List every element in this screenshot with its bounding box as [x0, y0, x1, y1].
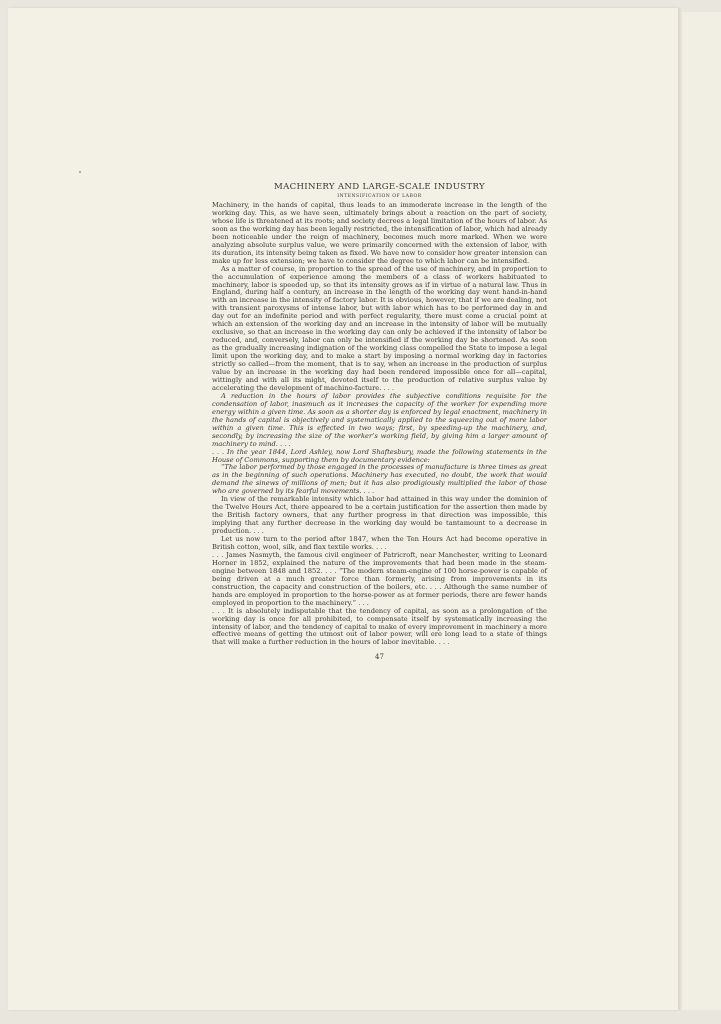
- paragraph: . . . It is absolutely indisputable that the tendency of capital, as soon as a prolongation of the working day is once for all prohibited, to compensate itself by systematically increasing the intensity of labor, and the tendency of capital to make of every improvement in machinery a more effective means of getting the utmost out of labor power, will ere long lead to a state of things that will make a further reduction in the hours of labor inevitable. . . .: [212, 606, 547, 647]
- paragraph: As a matter of course, in proportion to the spread of the use of machinery, and in proportion to the accumulation of experience among the members of a class of workers habituated to machinery, labor is speeded up, so that its intensity grows as if in virtue of a natural law. Thus in England, during half a century, an increase in the length of the working day went hand-in-hand with an increase in the intensity of factory labor. It is obvious, however, that if we are dealing, not with transient paroxysms of intense labor, but with labor which has to be performed day in and day out for an indefinite period and with perfect regularity, there must come a crucial point at which an extension of the working day and an increase in the intensity of labor will be mutually exclusive, so that an increase in the working day can only be achieved if the intensity of labor be reduced, and, conversely, labor can only be intensified if the working day be shortened. As soon as the gradually increasing indignation of the working class compelled the State to impose a legal limit upon the working day, and to make a start by imposing a normal working day in factories strictly so called—from the moment, that is to say, when an increase in the production of surplus value by an increase in the working day had been rendered impossible once for all—capital, wittingly and with all its might, devoted itself to the production of relative surplus value by accelerating the development of machino-facture. . . .: [212, 264, 547, 392]
- section-subtitle: INTENSIFICATION OF LABOR: [337, 194, 422, 199]
- paragraph: Machinery, in the hands of capital, thus leads to an immoderate increase in the length of the working day. This, as we have seen, ultimately brings about a reaction on the part of society, whose life is threatened at its roots; and society decrees a legal limitation of the hours of labor. As soon as the working day has been legally restricted, the intensification of labor, which had already been noticeable under the reign of machinery, becomes much more marked. When we were analyzing absolute surplus value, we were primarily concerned with the extension of labor, with its duration, its intensity being taken as fixed. We have now to consider how greater intension can make up for less extension; we have to consider the degree to which labor can be intensified.: [212, 201, 547, 265]
- text-block: [212, 182, 547, 662]
- page-number: 47: [375, 653, 384, 662]
- quotation: “The labor performed by those engaged in the processes of manufacture is three times as great as in the beginning of such operations. Machinery has executed, no doubt, the work that would demand the sinews of millions of men; but it has also prodigiously multiplied the labor of those who are governed by its fearful movements. . . .: [212, 463, 547, 496]
- paragraph-italic: A reduction in the hours of labor provides the subjective conditions requisite for the condensation of labor, inasmuch as it increases the capacity of the worker for expending more energy within a given time. As soon as a shorter day is enforced by legal enactment, machinery in the hands of capital is objectively and systematically applied to the squeezing out of more labor within a given time. This is effected in two ways; first, by speeding-up the machinery, and, secondly, by increasing the size of the worker’s working field, by giving him a larger amount of machinery to mind. . . .: [212, 391, 547, 448]
- paper-speck: [79, 171, 81, 173]
- next-page-edge: [682, 12, 721, 1010]
- paragraph-italic: . . . In the year 1844, Lord Ashley, now Lord Shaftesbury, made the following statements in the House of Commons, supporting them by documentary evidence:: [212, 447, 547, 464]
- paragraph: . . . James Nasmyth, the famous civil engineer of Patricroft, near Manchester, writing to Leonard Horner in 1852, explained the nature of the improvements that had been made in the steam-engine between 1848 and 1852. . . . “The modern steam-engine of 100 horse-power is capable of being driven at a much greater force than formerly, arising from improvements in its construction, the capacity and construction of the boilers, etc. . . . Although the same number of hands are employed in proportion to the horse-power as at former periods, there are fewer hands employed in proportion to the machinery.” . . .: [212, 550, 547, 607]
- paragraph: Let us now turn to the period after 1847, when the Ten Hours Act had become operative in British cotton, wool, silk, and flax textile works. . . .: [212, 535, 547, 551]
- chapter-title: MACHINERY AND LARGE-SCALE INDUSTRY: [274, 182, 485, 192]
- paragraph: In view of the remarkable intensity which labor had attained in this way under the dominion of the Twelve Hours Act, there appeared to be a certain justification for the assertion then made by the British factory owners, that any further progress in that direction was impossible, this implying that any further decrease in the working day would be tantamount to a decrease in production. . . .: [212, 495, 547, 536]
